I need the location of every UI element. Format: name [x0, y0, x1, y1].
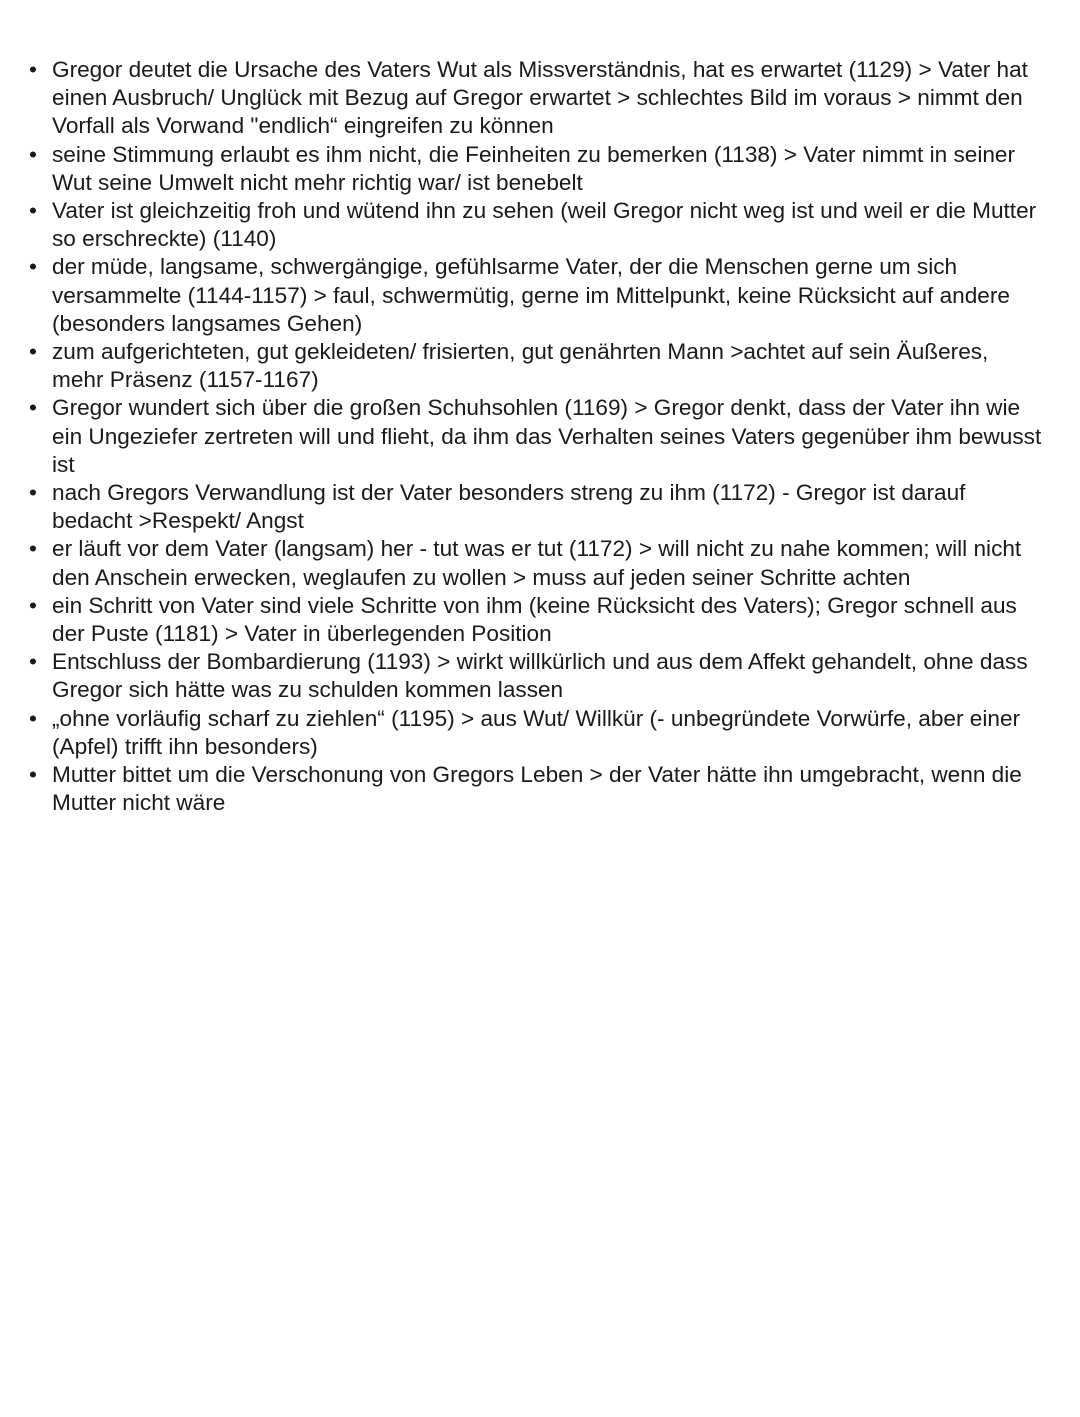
- bullet-point-icon: •: [29, 592, 37, 618]
- list-item-text: seine Stimmung erlaubt es ihm nicht, die Feinheiten zu bemerken (1138) > Vater nimmt in seiner Wut seine Umwelt nicht mehr richtig war/ ist benebelt: [52, 141, 1016, 195]
- list-item: [24, 394, 1046, 479]
- bullet-point-icon: •: [29, 536, 37, 562]
- list-item: [24, 535, 1046, 591]
- list-item: [24, 338, 1046, 394]
- bullet-point-icon: •: [29, 649, 37, 675]
- list-item-text: der müde, langsame, schwergängige, gefühlsarme Vater, der die Menschen gerne um sich versammelte (1144-1157) > faul, schwermütig, gerne im Mittelpunkt, keine Rücksicht auf andere (besonders langsames Gehen): [52, 254, 1010, 336]
- list-item-text: ein Schritt von Vater sind viele Schritte von ihm (keine Rücksicht des Vaters); Gregor schnell aus der Puste (1181) > Vater in überlegenden Position: [52, 592, 1017, 647]
- bullet-point-icon: •: [29, 254, 37, 280]
- list-item: [24, 761, 1046, 817]
- list-item: [24, 56, 1046, 141]
- bullet-point-icon: •: [29, 395, 37, 421]
- list-item: [24, 253, 1046, 338]
- list-item: [24, 648, 1046, 704]
- list-item: [24, 592, 1046, 648]
- list-item-text: Mutter bittet um die Verschonung von Gregors Leben > der Vater hätte ihn umgebracht, wenn die Mutter nicht wäre: [52, 762, 1022, 816]
- bullet-point-icon: •: [29, 141, 37, 167]
- bullet-point-icon: •: [29, 705, 37, 731]
- list-item: [24, 197, 1046, 253]
- list-item-text: Entschluss der Bombardierung (1193) > wirkt willkürlich und aus dem Affekt gehandelt, ohne dass Gregor sich hätte was zu schulden kommen lassen: [52, 649, 1028, 703]
- list-item: [24, 705, 1046, 761]
- list-item-text: „ohne vorläufig scharf zu ziehlen“ (1195) > aus Wut/ Willkür (- unbegründete Vorwürfe, aber einer (Apfel) trifft ihn besonders): [52, 705, 1021, 759]
- list-item-text: zum aufgerichteten, gut gekleideten/ frisierten, gut genährten Mann >achtet auf sein Äußeres, mehr Präsenz (1157-1167): [52, 339, 989, 393]
- list-item-text: Gregor wundert sich über die großen Schuhsohlen (1169) > Gregor denkt, dass der Vater ihn wie ein Ungeziefer zertreten will und flieht, da ihm das Verhalten seines Vaters gegenüber ihm bewusst ist: [52, 395, 1042, 477]
- list-item: [24, 479, 1046, 535]
- list-item-text: Gregor deutet die Ursache des Vaters Wut als Missverständnis, hat es erwartet (1129) > Vater hat einen Ausbruch/ Unglück mit Bezug auf Gregor erwartet > schlechtes Bild im voraus > nimmt den Vorfall als Vorwand "endlich“ eingreifen zu können: [52, 57, 1028, 139]
- bullet-point-icon: •: [29, 57, 37, 82]
- bullet-point-icon: •: [29, 198, 37, 224]
- bullet-point-icon: •: [29, 762, 37, 788]
- list-item-text: nach Gregors Verwandlung ist der Vater besonders streng zu ihm (1172) - Gregor ist darauf bedacht >Respekt/ Angst: [52, 480, 966, 534]
- list-item: [24, 141, 1046, 197]
- list-item-text: er läuft vor dem Vater (langsam) her - tut was er tut (1172) > will nicht zu nahe kommen; will nicht den Anschein erwecken, weglaufen zu wollen > muss auf jeden seiner Schritte achten: [52, 536, 1022, 590]
- bullet-point-icon: •: [29, 480, 37, 506]
- bullet-list: [24, 56, 1046, 817]
- bullet-point-icon: •: [29, 339, 37, 365]
- list-item-text: Vater ist gleichzeitig froh und wütend ihn zu sehen (weil Gregor nicht weg ist und weil er die Mutter so erschreckte) (1140): [52, 198, 1037, 252]
